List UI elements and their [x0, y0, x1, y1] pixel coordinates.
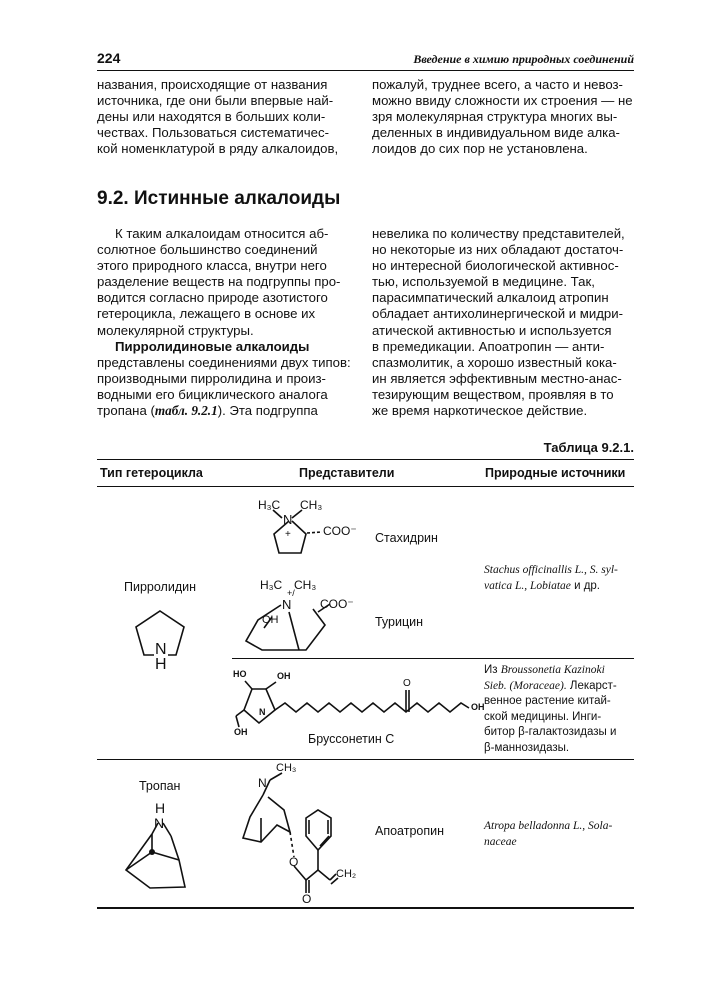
atom-o: O	[289, 855, 299, 869]
atom-n: N	[258, 776, 267, 790]
text-fragment: ). Эта подгруппа	[217, 403, 318, 419]
source-fragment: Sieb. (Moraceae).	[484, 679, 567, 692]
atom-n: N	[155, 641, 167, 658]
text-line: можно ввиду сложности их строения — не	[372, 93, 633, 109]
source-fragment: Broussonetia Kazinoki	[500, 664, 605, 676]
label-oh: OH	[471, 702, 485, 712]
source-line: венное растение китай-	[484, 695, 611, 707]
text-line: тезирующим веществом, проявляя в то	[372, 386, 614, 402]
atom-o: O	[403, 678, 411, 689]
header-heterocycle-type: Тип гетероцикла	[100, 466, 203, 480]
name-turicine: Турицин	[375, 615, 424, 629]
running-title: Введение в химию природных соединений	[413, 52, 634, 66]
label-ch2: CH₂	[336, 868, 357, 880]
text-fragment: тропана (	[97, 403, 155, 419]
charge-plus: +	[285, 529, 291, 540]
type-tropane: Тропан	[139, 779, 181, 793]
source-line: битор β-галактозидазы и	[484, 726, 617, 738]
source-line: Stachus officinallis L., S. syl-	[484, 564, 618, 576]
text-line: К таким алкалоидам относится аб-	[115, 226, 329, 241]
type-pyrrolidine: Пирролидин	[124, 580, 197, 594]
table-reference: табл. 9.2.1	[154, 403, 218, 419]
header-representatives: Представители	[299, 466, 395, 480]
label-ho: HO	[233, 669, 247, 679]
source-line: naceae	[484, 835, 517, 848]
label-oh: OH	[234, 727, 248, 737]
ester-bond	[290, 832, 294, 857]
source-fragment: и др.	[570, 579, 601, 592]
text-line: зря молекулярная структура многих вы-	[372, 109, 618, 125]
text-line: спазмолитик, а хорошо известный кока-	[372, 354, 617, 370]
source-line: Atropa belladonna L., Sola-	[484, 820, 613, 832]
text-line: названия, происходящие от названия	[97, 77, 328, 92]
text-line: пожалуй, труднее всего, а часто и невоз-	[372, 77, 623, 92]
text-line: водится согласно природе азотистого	[97, 290, 328, 306]
source-fragment: Из	[484, 664, 501, 676]
text-line: молекулярной структуры.	[97, 322, 254, 338]
label-coo: COO⁻	[323, 524, 357, 538]
text-line: атической активностью и используется	[372, 322, 612, 338]
text-line: обладает антихолинергической и мидри-	[372, 306, 623, 322]
text-line: источника, где они были впервые най-	[97, 93, 334, 109]
text-line: производными пирролидина и произ-	[97, 370, 326, 386]
text-line: солютное большинство соединений	[97, 242, 318, 258]
label-coo: COO⁻	[320, 597, 354, 611]
atom-o: O	[302, 892, 312, 906]
atom-h: H	[155, 800, 166, 816]
term-pyrrolidine-alkaloids: Пирролидиновые алкалоиды	[115, 338, 310, 354]
text-line: но интересной биологической активнос-	[372, 258, 619, 274]
source-fragment: vatica L., Lobiatae	[484, 579, 571, 592]
atom-h: H	[155, 656, 167, 673]
atom-n: N	[259, 707, 266, 717]
section-heading: 9.2. Истинные алкалоиды	[97, 188, 341, 209]
label-oh: OH	[277, 671, 291, 681]
atom-n: N	[282, 597, 292, 612]
text-line: водными его бициклического аналога	[97, 386, 328, 402]
page-number: 224	[97, 50, 121, 66]
text-line: гетероцикла, лежащего в основе их	[97, 306, 316, 322]
text-line: парасимпатический алкалоид атропин	[372, 290, 609, 306]
source-line: β-маннозидазы.	[484, 741, 570, 754]
text-line: дены или находятся в больших коли-	[97, 109, 326, 125]
label-h3c: H₃C	[260, 578, 283, 592]
text-line: лоидов до сих пор не установлена.	[372, 141, 588, 157]
text-line: в премедикации. Апоатропин — анти-	[372, 338, 605, 354]
label-oh: OH	[262, 614, 279, 626]
text-line: невелика по количеству представителей,	[372, 226, 625, 241]
source-apoatropine	[484, 819, 636, 850]
name-apoatropine: Апоатропин	[375, 824, 445, 838]
text-line: чествах. Пользоваться систематичес-	[97, 125, 329, 141]
ring-bonds	[243, 795, 290, 842]
ester-chain	[294, 866, 330, 880]
label-h3c: H₃C	[258, 498, 281, 512]
atom-n-plus: N	[283, 512, 293, 527]
text-line: ин является эффективным местно-анас-	[372, 370, 622, 386]
label-ch3: CH₃	[300, 498, 323, 512]
text-line: представлены соединениями двух типов:	[97, 354, 351, 370]
header-natural-sources: Природные источники	[485, 466, 626, 480]
text-line: деленных в индивидуальном виде алка-	[372, 125, 620, 141]
text-line: этого природного класса, внутри него	[97, 258, 327, 274]
text-line: кой номенклатурой в ряду алкалоидов,	[97, 141, 339, 157]
phenyl-double-bond	[320, 836, 329, 846]
name-broussonetine: Бруссонетин С	[308, 732, 395, 746]
atom-n: N	[154, 815, 165, 831]
table-bottom-rule	[97, 907, 634, 909]
text-line: тью, используемой в медицине. Так,	[372, 274, 595, 290]
charge-plus: +/	[287, 588, 295, 598]
label-ch3: CH₃	[276, 762, 297, 774]
text-line: но некоторые из них обладают достаточ-	[372, 242, 624, 258]
table-caption: Таблица 9.2.1.	[543, 440, 634, 455]
text-line: разделение веществ на подгруппы про-	[97, 274, 341, 290]
methyl-bond	[270, 773, 282, 780]
source-line: ской медицины. Инги-	[484, 710, 602, 723]
source-fragment: Лекарст-	[566, 679, 617, 692]
name-stachydrine: Стахидрин	[375, 531, 438, 545]
label-ch3: CH₃	[294, 578, 317, 592]
text-line: же время наркотическое действие.	[372, 403, 588, 419]
